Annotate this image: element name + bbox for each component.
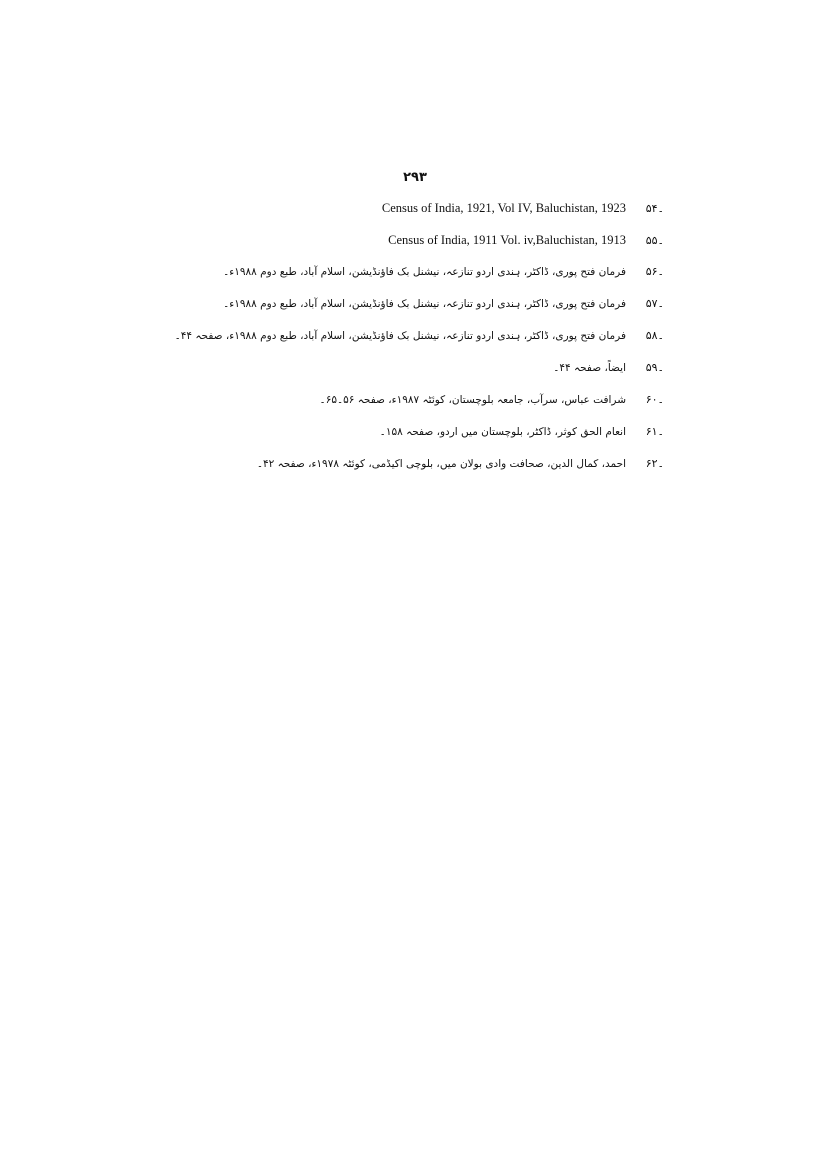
footnote-item <box>244 196 664 228</box>
footnote-number: ۔۵۷ <box>645 297 664 310</box>
footnote-number: ۔۶۰ <box>645 393 664 406</box>
footnote-number: ۔۵۸ <box>645 329 664 342</box>
footnote-item <box>223 260 664 292</box>
footnote-text: فرمان فتح پوری، ڈاکٹر، ہندی اردو تنازعہ، نیشنل بک فاؤنڈیشن، اسلام آباد، طبع دوم ۱۹۸۸ء۔ <box>223 298 626 310</box>
footnote-number: ۔۵۴ <box>645 202 664 215</box>
footnotes-list <box>174 196 664 484</box>
footnote-number: ۔۶۲ <box>645 457 664 470</box>
footnote-text: شرافت عباس، سرآب، جامعہ بلوچستان، کوئٹہ ۱۹۸۷ء، صفحہ ۵۶۔۶۵۔ <box>319 394 626 406</box>
footnote-item <box>244 388 664 420</box>
footnote-number: ۔۶۱ <box>645 425 664 438</box>
footnote-text: ایضاً، صفحہ ۴۴۔ <box>553 362 626 374</box>
footnote-text: فرمان فتح پوری، ڈاکٹر، ہندی اردو تنازعہ، نیشنل بک فاؤنڈیشن، اسلام آباد، طبع دوم ۱۹۸۸ء۔ <box>223 266 626 278</box>
footnote-text: انعام الحق کوثر، ڈاکٹر، بلوچستان میں اردو، صفحہ ۱۵۸۔ <box>379 426 626 438</box>
footnote-item <box>223 292 664 324</box>
footnote-number: ۔۵۹ <box>645 361 664 374</box>
footnote-text: Census of India, 1911 Vol. iv,Baluchistan, 1913 <box>388 233 626 247</box>
footnote-number: ۔۵۵ <box>645 234 664 247</box>
footnote-number: ۔۵۶ <box>645 265 664 278</box>
footnote-item <box>244 420 664 452</box>
page-number: ۲۹۳ <box>403 170 427 185</box>
footnote-text: Census of India, 1921, Vol IV, Baluchistan, 1923 <box>381 201 626 215</box>
footnote-text: احمد، کمال الدین، صحافت وادی بولان میں، بلوچی اکیڈمی، کوئٹہ ۱۹۷۸ء، صفحہ ۴۲۔ <box>256 458 626 470</box>
footnote-item <box>174 324 664 356</box>
footnote-text: فرمان فتح پوری، ڈاکٹر، ہندی اردو تنازعہ، نیشنل بک فاؤنڈیشن، اسلام آباد، طبع دوم ۱۹۸۸ء، صفحہ ۴۴۔ <box>174 330 626 342</box>
footnote-item <box>244 356 664 388</box>
footnote-item <box>244 452 664 484</box>
footnote-item <box>244 228 664 260</box>
